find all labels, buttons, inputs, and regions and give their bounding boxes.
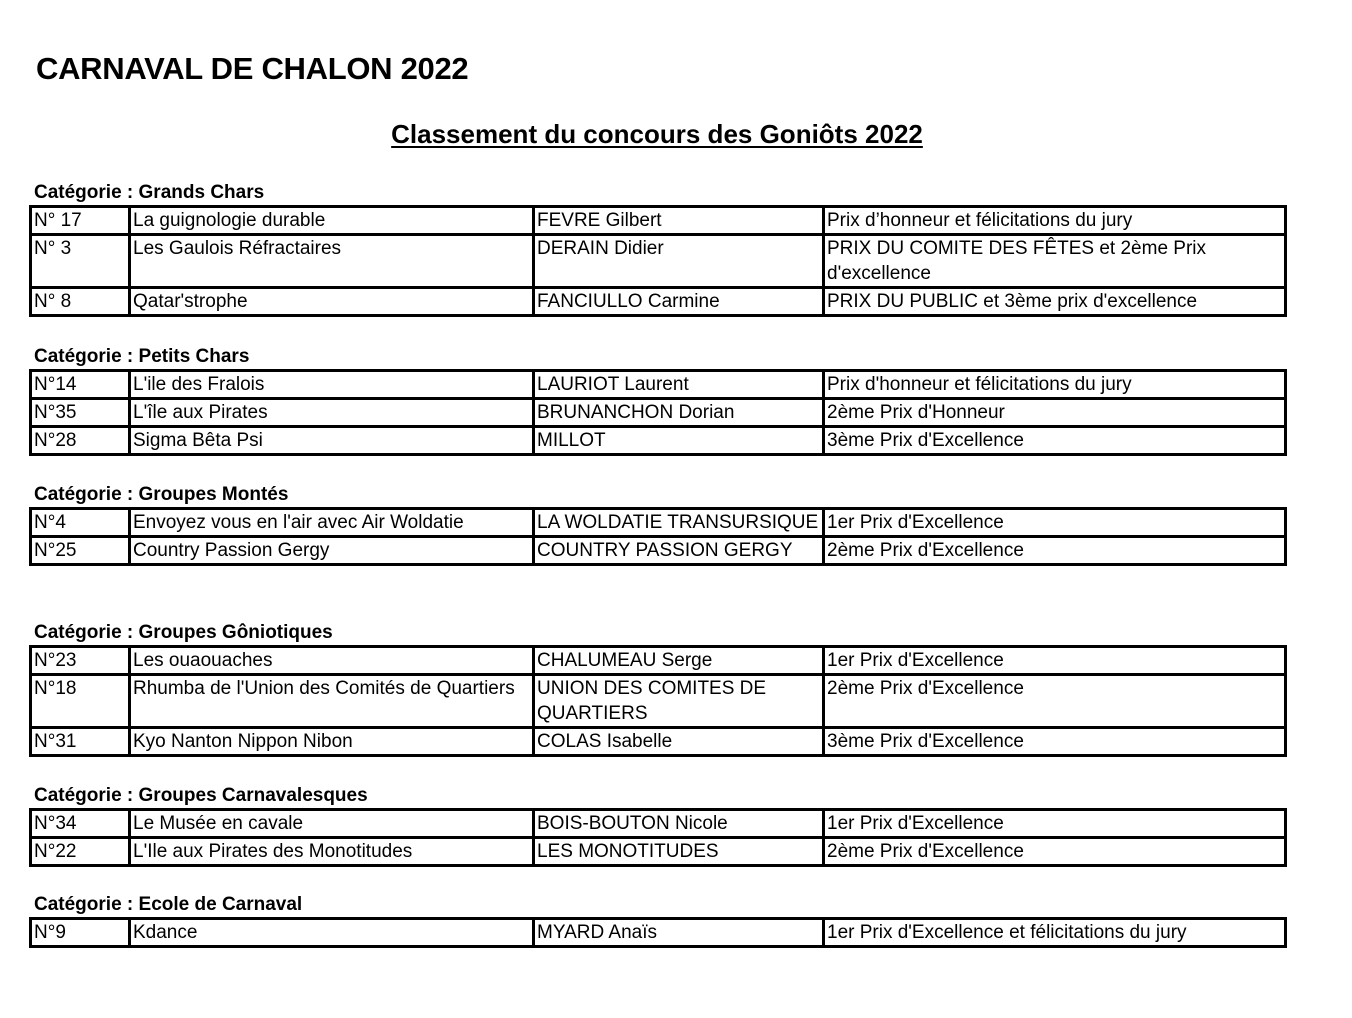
- table-row: [31, 728, 1286, 756]
- results-table: [29, 917, 1287, 948]
- table-row: [31, 235, 1286, 288]
- table-row: [31, 509, 1286, 537]
- results-table: [29, 205, 1287, 317]
- table-row: [31, 427, 1286, 455]
- entry-number: N°9: [31, 919, 130, 947]
- document-title: CARNAVAL DE CHALON 2022: [36, 51, 469, 86]
- results-table: [29, 507, 1287, 566]
- entry-title: Les ouaouaches: [130, 647, 534, 675]
- entry-prize: 2ème Prix d'Excellence: [824, 675, 1286, 728]
- entry-number: N°31: [31, 728, 130, 756]
- entry-number: N°22: [31, 838, 130, 866]
- entry-participant: CHALUMEAU Serge: [534, 647, 824, 675]
- entry-participant: LAURIOT Laurent: [534, 371, 824, 399]
- entry-title: Les Gaulois Réfractaires: [130, 235, 534, 288]
- table-row: [31, 399, 1286, 427]
- entry-prize: 1er Prix d'Excellence: [824, 810, 1286, 838]
- table-row: [31, 675, 1286, 728]
- entry-title: Sigma Bêta Psi: [130, 427, 534, 455]
- entry-participant: COUNTRY PASSION GERGY: [534, 537, 824, 565]
- category-section-groupes-goniotiques: [29, 621, 1284, 757]
- entry-title: Qatar'strophe: [130, 288, 534, 316]
- entry-prize: 2ème Prix d'Excellence: [824, 537, 1286, 565]
- category-section-ecole-de-carnaval: [29, 893, 1284, 948]
- entry-prize: 2ème Prix d'Excellence: [824, 838, 1286, 866]
- entry-prize: 1er Prix d'Excellence et félicitations du jury: [824, 919, 1286, 947]
- entry-participant: BRUNANCHON Dorian: [534, 399, 824, 427]
- entry-prize: PRIX DU COMITE DES FÊTES et 2ème Prix d'excellence: [824, 235, 1286, 288]
- entry-participant: LA WOLDATIE TRANSURSIQUE: [534, 509, 824, 537]
- entry-number: N°23: [31, 647, 130, 675]
- entry-title: Kdance: [130, 919, 534, 947]
- entry-participant: BOIS-BOUTON Nicole: [534, 810, 824, 838]
- table-row: [31, 207, 1286, 235]
- entry-participant: MYARD Anaïs: [534, 919, 824, 947]
- entry-prize: PRIX DU PUBLIC et 3ème prix d'excellence: [824, 288, 1286, 316]
- entry-participant: FANCIULLO Carmine: [534, 288, 824, 316]
- entry-title: Le Musée en cavale: [130, 810, 534, 838]
- entry-prize: 1er Prix d'Excellence: [824, 647, 1286, 675]
- entry-title: L'ile des Fralois: [130, 371, 534, 399]
- table-row: [31, 810, 1286, 838]
- entry-number: N°25: [31, 537, 130, 565]
- entry-number: N°4: [31, 509, 130, 537]
- results-table: [29, 645, 1287, 757]
- entry-number: N° 3: [31, 235, 130, 288]
- entry-prize: Prix d'honneur et félicitations du jury: [824, 371, 1286, 399]
- category-label: Catégorie : Grands Chars: [34, 182, 265, 203]
- entry-participant: FEVRE Gilbert: [534, 207, 824, 235]
- entry-number: N°14: [31, 371, 130, 399]
- entry-prize: 3ème Prix d'Excellence: [824, 427, 1286, 455]
- entry-prize: 3ème Prix d'Excellence: [824, 728, 1286, 756]
- table-row: [31, 647, 1286, 675]
- table-row: [31, 537, 1286, 565]
- entry-number: N° 8: [31, 288, 130, 316]
- entry-title: Envoyez vous en l'air avec Air Woldatie: [130, 509, 534, 537]
- entry-participant: DERAIN Didier: [534, 235, 824, 288]
- category-section-grands-chars: [29, 181, 1284, 317]
- table-row: [31, 288, 1286, 316]
- entry-title: La guignologie durable: [130, 207, 534, 235]
- category-label: Catégorie : Groupes Carnavalesques: [34, 785, 368, 806]
- entry-prize: 2ème Prix d'Honneur: [824, 399, 1286, 427]
- category-section-petits-chars: [29, 345, 1284, 456]
- entry-participant: UNION DES COMITES DE QUARTIERS: [534, 675, 824, 728]
- entry-participant: LES MONOTITUDES: [534, 838, 824, 866]
- entry-title: Rhumba de l'Union des Comités de Quartiers: [130, 675, 534, 728]
- table-row: [31, 838, 1286, 866]
- category-label: Catégorie : Groupes Montés: [34, 484, 289, 505]
- category-section-groupes-carnavalesques: [29, 784, 1284, 867]
- category-label: Catégorie : Ecole de Carnaval: [34, 894, 303, 915]
- category-section-groupes-montes: [29, 483, 1284, 566]
- entry-prize: 1er Prix d'Excellence: [824, 509, 1286, 537]
- entry-participant: COLAS Isabelle: [534, 728, 824, 756]
- entry-number: N°18: [31, 675, 130, 728]
- entry-number: N°35: [31, 399, 130, 427]
- entry-number: N°34: [31, 810, 130, 838]
- document-subtitle: Classement du concours des Goniôts 2022: [391, 119, 923, 149]
- entry-number: N°28: [31, 427, 130, 455]
- category-label: Catégorie : Petits Chars: [34, 346, 250, 367]
- category-label: Catégorie : Groupes Gôniotiques: [34, 622, 333, 643]
- entry-title: L'île aux Pirates: [130, 399, 534, 427]
- entry-title: L'Ile aux Pirates des Monotitudes: [130, 838, 534, 866]
- table-row: [31, 919, 1286, 947]
- entry-title: Country Passion Gergy: [130, 537, 534, 565]
- entry-number: N° 17: [31, 207, 130, 235]
- entry-title: Kyo Nanton Nippon Nibon: [130, 728, 534, 756]
- entry-prize: Prix d’honneur et félicitations du jury: [824, 207, 1286, 235]
- results-table: [29, 369, 1287, 456]
- results-table: [29, 808, 1287, 867]
- table-row: [31, 371, 1286, 399]
- entry-participant: MILLOT: [534, 427, 824, 455]
